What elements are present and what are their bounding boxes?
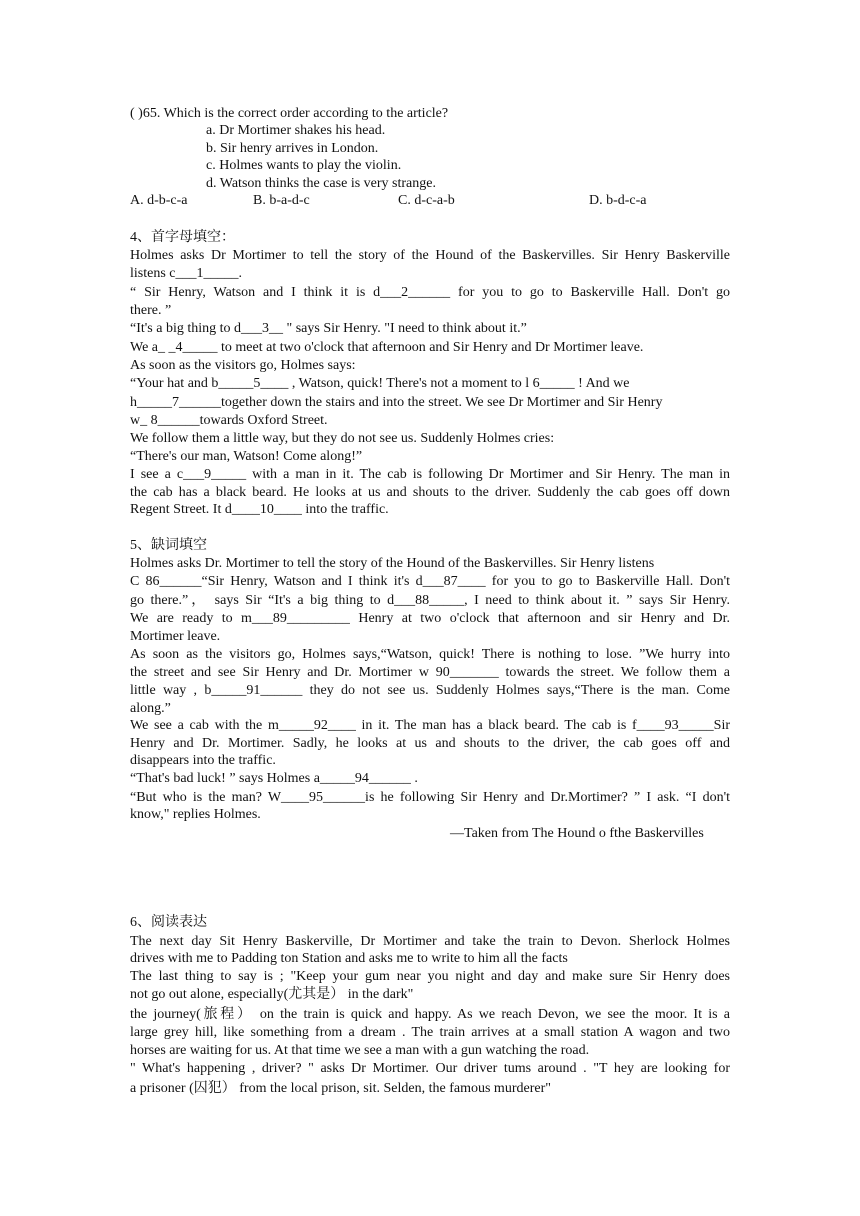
s6-line-9: a prisoner (囚犯） from the local prison, sit. Selden, the famous murderer": [130, 1081, 551, 1096]
q65-choice-b: B. b-a-d-c: [253, 193, 310, 208]
s5-line-8: little way , b_____91______ they do not see us. Suddenly Holmes says,“There is the man. Come: [130, 683, 730, 698]
s4-line-6: We a_ _4_____ to meet at two o'clock that afternoon and Sir Henry and Dr Mortimer leave.: [130, 340, 644, 355]
s4-line-13: I see a c___9_____ with a man in it. The cab is following Dr Mortimer and Sir Henry. The man in: [130, 467, 730, 482]
s5-line-7: the street and see Sir Henry and Dr. Mortimer w 90_______ towards the street. We follow them a: [130, 665, 730, 680]
s4-line-14: the cab has a black beard. He looks at us and shouts to the driver. Suddenly the cab goes off down: [130, 485, 730, 500]
s5-line-1: Holmes asks Dr. Mortimer to tell the story of the Hound of the Baskervilles. Sir Henry listens: [130, 556, 655, 571]
s5-line-15: know," replies Holmes.: [130, 807, 261, 822]
s5-line-13: “That's bad luck! ” says Holmes a_____94______ .: [130, 771, 418, 786]
s6-line-3: The last thing to say is ; "Keep your gum near you night and day and make sure Sir Henry does: [130, 969, 730, 984]
s5-line-11: Henry and Dr. Mortimer. Sadly, he looks at us and shouts to the driver, the cab goes off and: [130, 736, 730, 751]
s4-line-9: h_____7______together down the stairs and into the street. We see Dr Mortimer and Sir Henry: [130, 395, 663, 410]
q65-choice-d: D. b-d-c-a: [589, 193, 647, 208]
q65-stem: ( )65. Which is the correct order according to the article?: [130, 106, 449, 121]
s4-line-11: We follow them a little way, but they do not see us. Suddenly Holmes cries:: [130, 431, 555, 446]
s4-line-3: “ Sir Henry, Watson and I think it is d___2______ for you to go to Baskerville Hall. Don't go: [130, 285, 730, 300]
section-6-heading: 6、阅读表达: [130, 915, 207, 930]
s6-line-7: horses are waiting for us. At that time we see a man with a gun watching the road.: [130, 1043, 590, 1058]
s5-line-9: along.”: [130, 701, 171, 716]
s5-line-4: We are ready to m___89_________ Henry at two o'clock that afternoon and sir Henry and Dr.: [130, 611, 730, 626]
s6-line-4: not go out alone, especially(尤其是） in the dark": [130, 987, 414, 1002]
q65-choice-a: A. d-b-c-a: [130, 193, 188, 208]
s5-line-10: We see a cab with the m_____92____ in it. The man has a black beard. The cab is f____93_____Sir: [130, 718, 730, 733]
s6-line-6: large grey hill, like something from a dream . The train arrives at a small station A wagon and two: [130, 1025, 730, 1040]
s6-line-5: the journey(旅程） on the train is quick and happy. As we reach Devon, we see the moor. It is a: [130, 1007, 730, 1022]
s6-line-2: drives with me to Padding ton Station and asks me to write to him all the facts: [130, 951, 568, 966]
q65-item-c: c. Holmes wants to play the violin.: [206, 158, 402, 173]
s5-line-2: C 86______“Sir Henry, Watson and I think it's d___87____ for you to go to Baskerville Hall. Don't: [130, 574, 730, 589]
s4-line-8: “Your hat and b_____5____ , Watson, quick! There's not a moment to l 6_____ ! And we: [130, 376, 630, 391]
s5-line-5: Mortimer leave.: [130, 629, 221, 644]
s4-line-12: “There's our man, Watson! Come along!”: [130, 449, 363, 464]
q65-item-a: a. Dr Mortimer shakes his head.: [206, 123, 386, 138]
s5-source: —Taken from The Hound o fthe Baskervilles: [450, 826, 704, 841]
q65-item-b: b. Sir henry arrives in London.: [206, 141, 379, 156]
section-5-heading: 5、缺词填空: [130, 538, 207, 553]
q65-choice-c: C. d-c-a-b: [398, 193, 455, 208]
s4-line-4: there. ”: [130, 303, 172, 318]
s6-line-1: The next day Sit Henry Baskerville, Dr Mortimer and take the train to Devon. Sherlock Holmes: [130, 934, 730, 949]
q65-item-d: d. Watson thinks the case is very strange.: [206, 176, 436, 191]
s6-line-8: " What's happening , driver? " asks Dr Mortimer. Our driver tums around . "T hey are looking for: [130, 1061, 730, 1076]
s5-line-3: go there.”， says Sir “It's a big thing to d___88_____, I need to think about it. ” says Sir Henry.: [130, 593, 730, 608]
s5-line-14: “But who is the man? W____95______is he following Sir Henry and Dr.Mortimer? ” I ask. “I don't: [130, 790, 730, 805]
s4-line-15: Regent Street. It d____10____ into the traffic.: [130, 502, 389, 517]
s4-line-10: w_ 8______towards Oxford Street.: [130, 413, 328, 428]
section-4-heading: 4、首字母填空：: [130, 230, 235, 245]
s4-line-5: “It's a big thing to d___3__ " says Sir Henry. "I need to think about it.”: [130, 321, 527, 336]
s5-line-12: disappears into the traffic.: [130, 753, 276, 768]
s4-line-1: Holmes asks Dr Mortimer to tell the story of the Hound of the Baskervilles. Sir Henry Baskerville: [130, 248, 730, 263]
s4-line-7: As soon as the visitors go, Holmes says:: [130, 358, 356, 373]
s4-line-2: listens c___1_____.: [130, 266, 242, 281]
s5-line-6: As soon as the visitors go, Holmes says,“Watson, quick! There is nothing to lose. ”We hurry into: [130, 647, 730, 662]
